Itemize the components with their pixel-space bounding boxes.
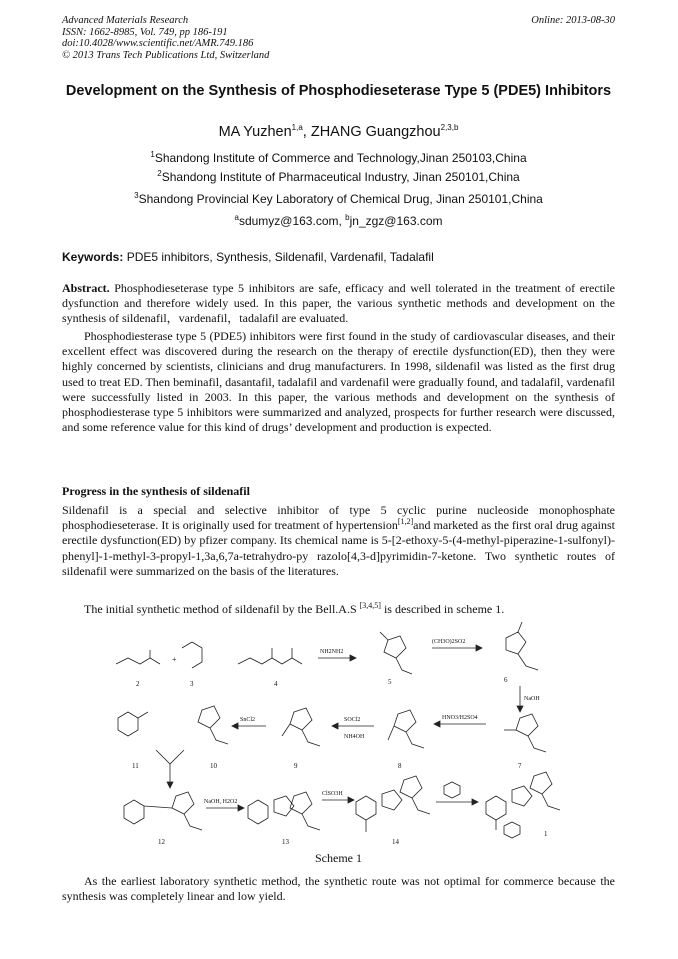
compound-7-label: 7 [518, 762, 522, 770]
arrow-head-6 [232, 723, 238, 729]
compound-14-structure [356, 776, 430, 832]
scheme-intro-a: The initial synthetic method of sildenafil by the Bell.A.S [84, 602, 360, 616]
abstract-text: Phosphodieseterase type 5 inhibitors are safe, efficacy and well tolerated in the treatment of erectile dysfunction and therefore widely used. In this paper, the various synthetic methods and development on the synthesis of sildenafil，vardenafil，tadalafil are evaluated. [62, 281, 615, 326]
keywords-text: PDE5 inhibitors, Synthesis, Sildenafil, Vardenafil, Tadalafil [123, 250, 434, 264]
paper-title: Development on the Synthesis of Phosphodieseterase Type 5 (PDE5) Inhibitors [65, 83, 612, 99]
scheme-1-figure [98, 618, 608, 850]
citation-1[interactable]: [1,2] [397, 517, 414, 527]
arrow-head-5 [332, 723, 338, 729]
arrow-head-1 [350, 655, 356, 661]
affiliation-2 [62, 170, 615, 184]
compound-6-label: 6 [504, 676, 508, 684]
aff-2-sup: 2 [157, 169, 162, 178]
intro-paragraph: Phosphodiesterase type 5 (PDE5) inhibitors were first found in the study of cardiovascular diseases, and their excellent effect was discovered during the research on the therapy of erectile dysfunction(ED), then they were highly concerned by scientists, clinicians and drug manufacturers. In 1998, sildenafil was listed as the first drug used to treat ED. Then beminafil, dasantafil, tadalafil and vardenafil were gradually found, and tadalafil, vardenafil were successfully listed in 2003. In this paper, the various methods and development on the synthesis of phosphodiesterase type 5 inhibitors were summarized and analyzed, prospects for further research were discussed, and some reference value for this kind of drugs’ development and production is expected. [62, 329, 615, 435]
compound-12-structure [124, 792, 202, 830]
reagent-8: ClSO3H [322, 791, 343, 797]
arrow-head-10 [472, 799, 478, 805]
aff-3-text: Shandong Provincial Key Laboratory of Chemical Drug, Jinan 250101,China [138, 192, 543, 206]
email-a-sup: a [234, 213, 239, 222]
compound-2-label: 2 [136, 680, 140, 688]
scheme-intro-b: is described in scheme 1. [380, 602, 505, 616]
author-line [62, 124, 615, 140]
compound-11-structure [118, 712, 148, 736]
aff-1-text: Shandong Institute of Commerce and Technology,Jinan 250103,China [154, 151, 527, 165]
affiliation-3 [62, 192, 615, 206]
sildenafil-text-a: Sildenafil is a special and selective inhibitor of type 5 cyclic purine nucleoside monophosphate phosphodieseterase. It is originally used for treatment of hypertension [62, 503, 615, 533]
arrow-head-9 [348, 797, 354, 803]
copyright-line: © 2013 Trans Tech Publications Ltd, Switzerland [62, 49, 270, 61]
compound-8-structure [388, 710, 424, 748]
email-b[interactable]: jn_zgz@163.com [349, 214, 443, 228]
compound-2-structure [116, 650, 160, 664]
keywords-label: Keywords: [62, 250, 124, 264]
compound-6-structure [506, 622, 538, 670]
compound-9-structure [282, 708, 320, 746]
arrow-head-7 [167, 782, 173, 788]
convergence-lines [156, 750, 184, 764]
compound-7-structure [504, 714, 546, 752]
online-date: Online: 2013-08-30 [531, 15, 615, 26]
compound-3-label: 3 [190, 680, 194, 688]
compound-1-sildenafil-structure [486, 772, 560, 838]
reagent-3: NaOH [524, 696, 540, 702]
reagent-4: HNO3/H2SO4 [442, 715, 478, 721]
scheme-intro-paragraph [62, 602, 615, 617]
reagent-5b: NH4OH [344, 734, 365, 740]
compound-4-structure [238, 648, 302, 664]
author-2-sup: 2,3,b [440, 123, 459, 133]
aff-3-sup: 3 [134, 191, 139, 200]
compound-11-label: 11 [132, 762, 139, 770]
compound-1-label: 1 [544, 830, 548, 838]
arrow-head-2 [476, 645, 482, 651]
reagent-6: SnCl2 [240, 717, 256, 723]
compound-9-label: 9 [294, 762, 298, 770]
compound-8-label: 8 [398, 762, 402, 770]
closing-paragraph: As the earliest laboratory synthetic method, the synthetic route was not optimal for commerce because the synthesis was completely linear and low yield. [62, 874, 615, 904]
aff-2-text: Shandong Institute of Pharmaceutical Industry, Jinan 250101,China [161, 170, 520, 184]
reagent-2: (CH3O)2SO2 [432, 639, 466, 645]
compound-13-structure [248, 792, 320, 830]
compound-12-label: 12 [158, 838, 165, 846]
citation-2[interactable]: [3,4,5] [359, 601, 381, 610]
doi-line: doi:10.4028/www.scientific.net/AMR.749.186 [62, 38, 254, 49]
arrow-head-8 [238, 805, 244, 811]
compound-10-structure [198, 706, 228, 744]
reagent-5: SOCl2 [344, 717, 361, 723]
author-1-sup: 1,a [291, 123, 303, 133]
compound-10-label: 10 [210, 762, 217, 770]
email-b-sup: b [345, 213, 350, 222]
sildenafil-paragraph [62, 503, 615, 579]
compound-3-structure [182, 642, 202, 668]
author-1: MA Yuzhen [218, 124, 292, 140]
plus-sign: + [172, 655, 177, 664]
compound-5-label: 5 [388, 678, 392, 686]
affiliation-1 [62, 151, 615, 165]
email-line [62, 214, 615, 228]
reagent-1: NH2NH2 [320, 649, 344, 655]
piperazine-reagent-ring [444, 782, 460, 798]
running-header [62, 15, 615, 61]
keywords [62, 250, 615, 264]
author-2: , ZHANG Guangzhou [302, 124, 441, 140]
email-a[interactable]: sdumyz@163.com, [238, 214, 346, 228]
reagent-7: NaOH, H2O2 [204, 799, 238, 805]
scheme-caption: Scheme 1 [315, 851, 362, 865]
abstract-paragraph [62, 281, 615, 327]
aff-1-sup: 1 [150, 150, 155, 159]
compound-5-structure [380, 632, 412, 674]
sildenafil-text-b: and marketed as the first oral drug against erectile dysfunction(ED) by pfizer company. Its chemical name is 5-[2-ethoxy-5-(4-methyl-piperazine-1-sulfonyl)-phenyl]-1-methyl-3-propyl-1,3a,6,7a-tetrahydro-py razolo[4,3-d]pyrimidin-7-ketone. Two synthetic routes of sildenafil were summarized on the basis of the literatures. [62, 518, 615, 578]
compound-4-label: 4 [274, 680, 278, 688]
arrow-head-4 [434, 721, 440, 727]
section-heading: Progress in the synthesis of sildenafil [62, 484, 250, 498]
compound-13-label: 13 [282, 838, 289, 846]
issn-line: ISSN: 1662-8985, Vol. 749, pp 186-191 [62, 26, 228, 38]
journal-name: Advanced Materials Research [62, 15, 189, 26]
abstract-label: Abstract. [62, 281, 110, 295]
arrow-head-3 [517, 706, 523, 712]
compound-14-label: 14 [392, 838, 399, 846]
